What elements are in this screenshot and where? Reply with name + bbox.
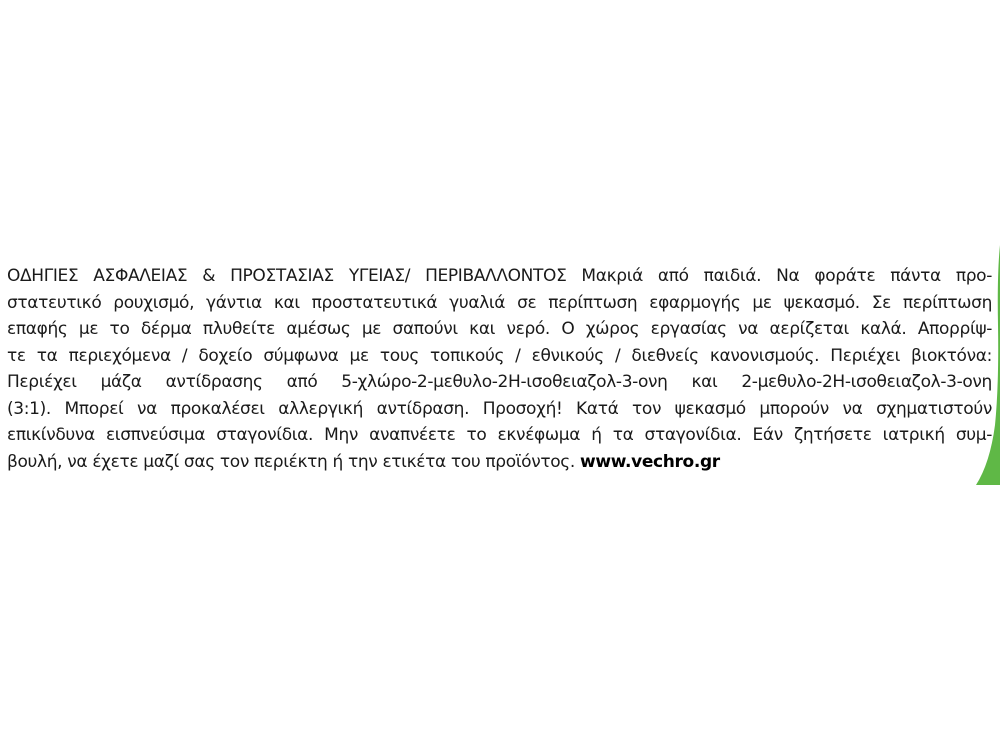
safety-instructions-text — [7, 263, 992, 475]
text-line-6: (3:1). Μπορεί να προκαλέσει αλλεργική αντίδραση. Προσοχή! Κατά τον ψεκασμό μπορούν να σχηματιστούν — [7, 398, 992, 419]
text-line-3: επαφής με το δέρμα πλυθείτε αμέσως με σαπούνι και νερό. Ο χώρος εργασίας να αερίζεται καλά. Απορρίψ- — [7, 319, 992, 339]
text-line-4: τε τα περιεχόμενα / δοχείο σύμφωνα με τους τοπικούς / εθνικούς / διεθνείς κανονισμούς. Περιέχει βιοκτόνα: — [7, 345, 992, 366]
website-link[interactable]: www.vechro.gr — [580, 451, 720, 472]
text-line-5: Περιέχει μάζα αντίδρασης από 5-χλώρο-2-μεθυλο-2Η-ισοθειαζολ-3-ονη και 2-μεθυλο-2Η-ισοθειαζολ-3-ονη — [7, 372, 992, 392]
text-line-7: επικίνδυνα εισπνεύσιμα σταγονίδια. Μην αναπνέετε το εκνέφωμα ή τα σταγονίδια. Εάν ζητήσετε ιατρική συμ- — [7, 425, 992, 445]
green-corner-accent — [962, 245, 1000, 485]
text-line-8-content: βουλή, να έχετε μαζί σας τον περιέκτη ή την ετικέτα του προϊόντος. — [7, 451, 575, 472]
text-line-1: ΟΔΗΓΙΕΣ ΑΣΦΑΛΕΙΑΣ & ΠΡΟΣΤΑΣΙΑΣ ΥΓΕΙΑΣ/ ΠΕΡΙΒΑΛΛΟΝΤΟΣ Μακριά από παιδιά. Να φοράτε πάντα προ- — [7, 266, 992, 286]
text-line-2: στατευτικό ρουχισμό, γάντια και προστατευτικά γυαλιά σε περίπτωση εφαρμογής με ψεκασμό. Σε περίπτωση — [7, 292, 992, 313]
text-line-8 — [7, 449, 992, 476]
